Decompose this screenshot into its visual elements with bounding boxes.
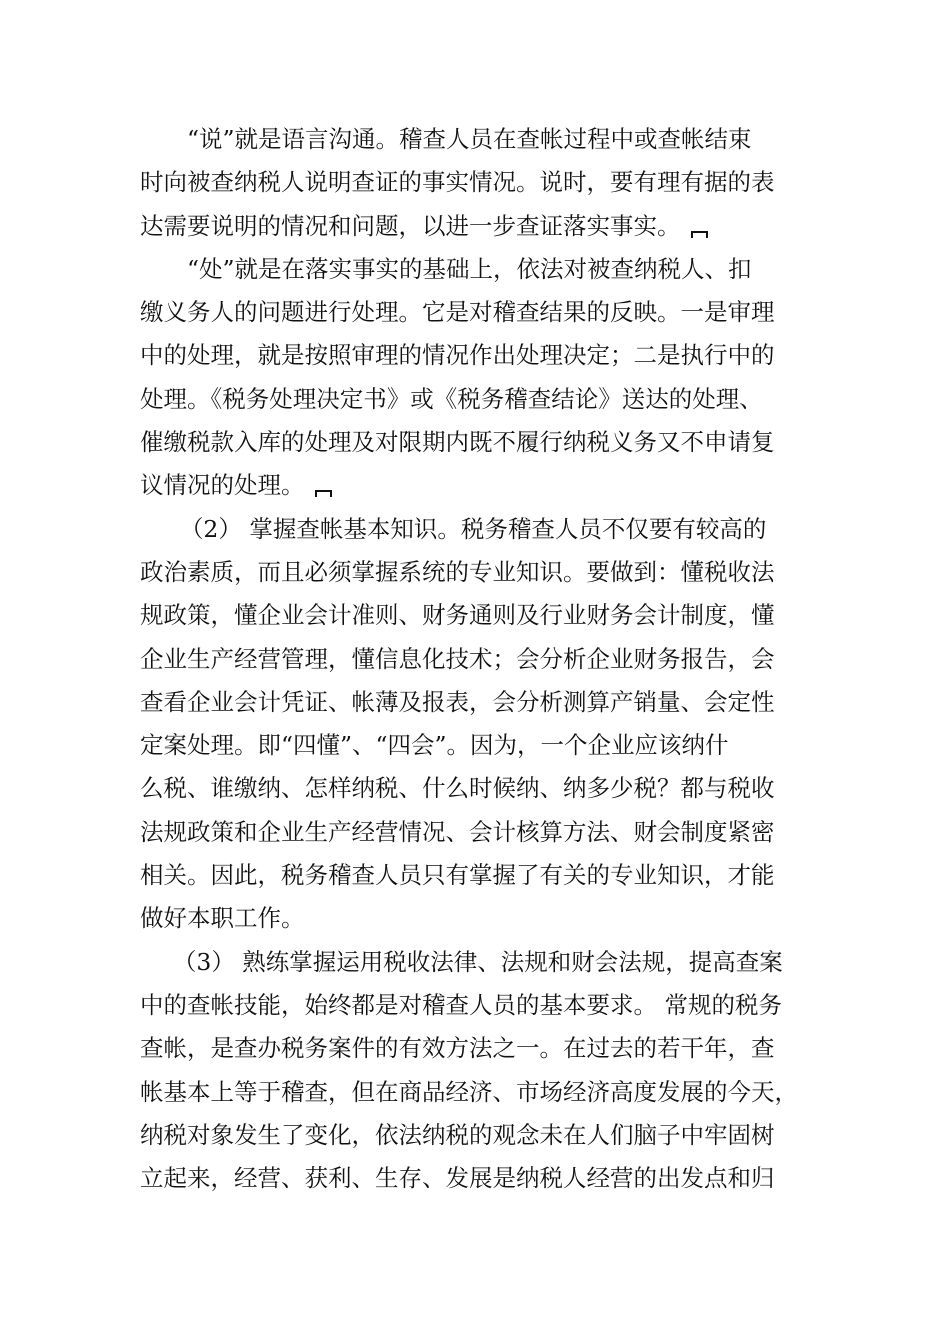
text-line: 么税、谁缴纳、怎样纳税、什么时候纳、纳多少税？都与税收 bbox=[140, 774, 775, 803]
paragraph-shuo bbox=[140, 118, 812, 248]
paragraph-item-3 bbox=[140, 941, 812, 1201]
text-line: 催缴税款入库的处理及对限期内既不履行纳税义务又不申请复 bbox=[140, 428, 775, 457]
text-line: 缴义务人的问题进行处理。它是对稽查结果的反映。一是审理 bbox=[140, 298, 775, 327]
text-line: 纳税对象发生了变化，依法纳税的观念未在人们脑子中牢固树 bbox=[140, 1120, 775, 1149]
text-line: 政治素质，而且必须掌握系统的专业知识。要做到：懂税收法 bbox=[140, 557, 775, 586]
text-line: 查看企业会计凭证、帐薄及报表，会分析测算产销量、会定性 bbox=[140, 687, 775, 716]
paragraph-mark-icon bbox=[315, 490, 332, 497]
text-line: 定案处理。即“四懂”、“四会”。因为，一个企业应该纳什 bbox=[140, 731, 729, 760]
text-segment: 达需要说明的情况和问题，以进一步查证落实事实。 bbox=[140, 211, 681, 240]
text-line bbox=[140, 464, 812, 507]
document-body bbox=[140, 118, 812, 1200]
text-line: 做好本职工作。 bbox=[140, 904, 305, 933]
text-line: 法规政策和企业生产经营情况、会计核算方法、财会制度紧密 bbox=[140, 817, 775, 846]
text-line: 查帐，是查办税务案件的有效方法之一。在过去的若干年，查 bbox=[140, 1034, 775, 1063]
paragraph-mark-icon bbox=[691, 231, 708, 238]
text-line: （3） 熟练掌握运用税收法律、法规和财会法规，提高查案 bbox=[172, 947, 783, 976]
text-line: 相关。因此，税务稽查人员只有掌握了有关的专业知识，才能 bbox=[140, 861, 775, 890]
text-line: 帐基本上等于稽查，但在商品经济、市场经济高度发展的今天， bbox=[140, 1077, 798, 1106]
text-line: 时向被查纳税人说明查证的事实情况。说时，要有理有据的表 bbox=[140, 168, 775, 197]
paragraph-item-2 bbox=[140, 508, 812, 941]
text-line: 处理。《税务处理决定书》或《税务稽查结论》送达的处理、 bbox=[140, 384, 763, 413]
text-segment: 议情况的处理。 bbox=[140, 471, 305, 500]
text-line: 规政策，懂企业会计准则、财务通则及行业财务会计制度，懂 bbox=[140, 601, 775, 630]
text-line: （2） 掌握查帐基本知识。税务稽查人员不仅要有较高的 bbox=[179, 514, 767, 543]
text-line: “处”就是在落实事实的基础上，依法对被查纳税人、扣 bbox=[187, 254, 752, 283]
paragraph-chu bbox=[140, 248, 812, 508]
text-line: 中的查帐技能，始终都是对稽查人员的基本要求。 常规的税务 bbox=[140, 990, 782, 1019]
text-line: 立起来，经营、获利、生存、发展是纳税人经营的出发点和归 bbox=[140, 1164, 775, 1193]
text-line: “说”就是语言沟通。稽查人员在查帐过程中或查帐结束 bbox=[187, 125, 752, 153]
text-line: 中的处理，就是按照审理的情况作出处理决定；二是执行中的 bbox=[140, 341, 775, 370]
text-line bbox=[140, 205, 812, 248]
text-line: 企业生产经营管理，懂信息化技术；会分析企业财务报告，会 bbox=[140, 644, 775, 673]
